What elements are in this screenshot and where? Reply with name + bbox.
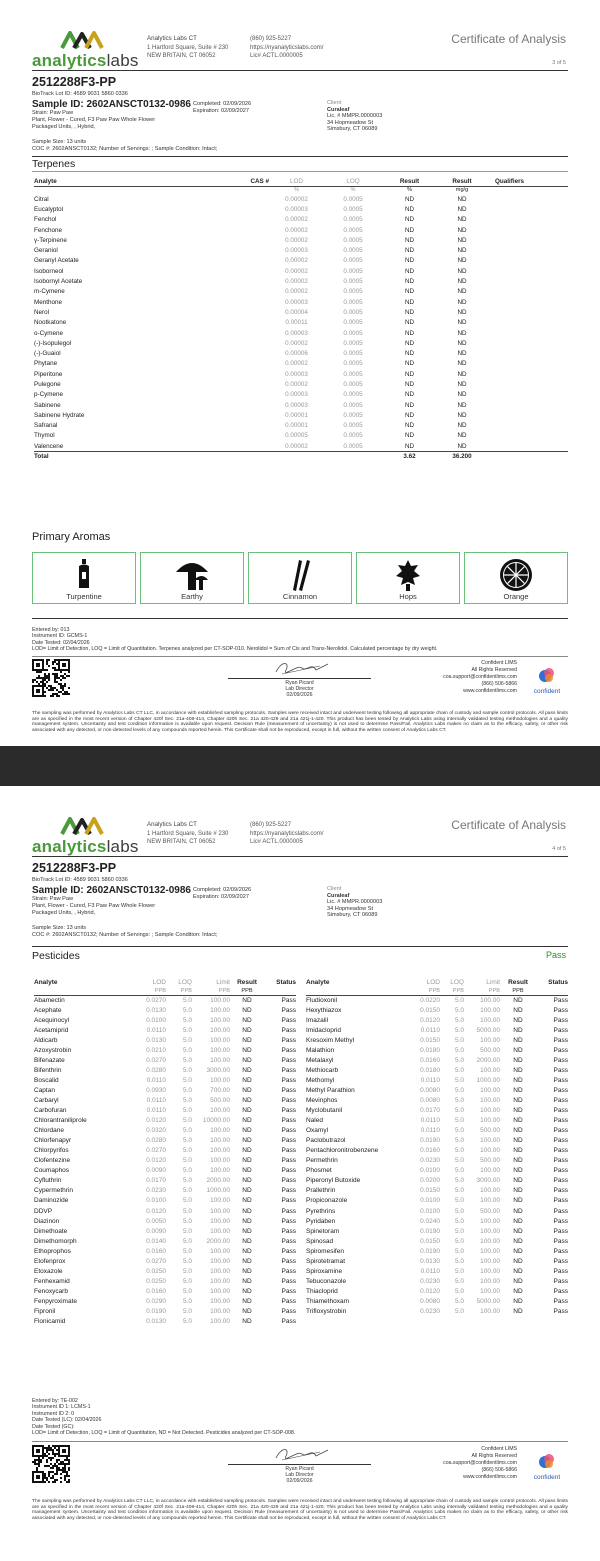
coa-page-pesticides xyxy=(0,786,600,1561)
table-row: Malathion 0.0180 5.0 500.00 ND Pass xyxy=(306,1046,568,1054)
signer-block: Ryan Picard Lab Director 02/09/2026 xyxy=(285,1466,314,1484)
section-title: Pesticides xyxy=(32,950,80,962)
client-info: Client Curaleaf Lic. # MMPR.0000003 34 Hopmeadow St Simsbury, CT 06089 xyxy=(327,100,383,133)
table-header-row: Analyte LOD LOQ Limit Result Status xyxy=(34,979,296,986)
table-row: Oxamyl 0.0110 5.0 500.00 ND Pass xyxy=(306,1127,568,1135)
table-row: Hexythiazox 0.0150 5.0 100.00 ND Pass xyxy=(306,1006,568,1014)
table-row: Fenoxycarb 0.0160 5.0 100.00 ND Pass xyxy=(34,1287,296,1295)
table-row: Thiacloprid 0.0120 5.0 100.00 ND Pass xyxy=(306,1287,568,1295)
pesticides-table-left xyxy=(34,978,296,1327)
table-row: Flonicamid 0.0130 5.0 100.00 ND Pass xyxy=(34,1318,296,1326)
lab-address: Analytics Labs CT 1 Hartford Square, Suite # 230 NEW BRITAIN, CT 06052 xyxy=(147,35,229,59)
logo-text-analytics: analytics xyxy=(32,51,107,70)
section-rule xyxy=(32,156,568,157)
sample-dates: Completed: 02/09/2026 Expiration: 02/09/2027 xyxy=(193,887,252,900)
table-row: o-Cymene 0.00003 0.0005 ND ND xyxy=(34,329,467,337)
lab-contact: (860) 925-5227 https://nyanalyticslabs.com/ Lic# ACTL.0000005 xyxy=(250,36,324,59)
table-row: Imidacloprid 0.0110 5.0 5000.00 ND Pass xyxy=(306,1026,568,1034)
table-row: Dimethoate 0.0090 5.0 100.00 ND Pass xyxy=(34,1227,296,1235)
lab-contact: (860) 925-5227 https://nyanalyticslabs.com/ Lic# ACTL.0000005 xyxy=(250,822,324,845)
table-row: Spiroxamine 0.0110 5.0 100.00 ND Pass xyxy=(306,1267,568,1275)
header-rule xyxy=(32,856,568,857)
table-row: Naled 0.0110 5.0 100.00 ND Pass xyxy=(306,1117,568,1125)
lims-info: Confident LIMS All Rights Reserved coa.support@confidentlims.com (866) 506-5866 www.confidentlims.com xyxy=(443,1446,517,1480)
table-row: γ-Terpinene 0.00002 0.0005 ND ND xyxy=(34,236,467,244)
sample-details: Strain: Paw Paw Plant, Flower - Cured, F3 Paw Paw Whole Flower Packaged Units, , Hybrid, xyxy=(32,896,156,916)
table-row: Kresoxim Methyl 0.0150 5.0 100.00 ND Pass xyxy=(306,1036,568,1044)
table-row: Safranal 0.00001 0.0005 ND ND xyxy=(34,422,467,430)
table-row: Fenhexamid 0.0250 5.0 100.00 ND Pass xyxy=(34,1277,296,1285)
primary-aromas-title: Primary Aromas xyxy=(32,531,111,543)
biotrack-lot: BioTrack Lot ID: 4589 9031 5860 0336 xyxy=(32,91,128,97)
lab-website-link[interactable]: https://nyanalyticslabs.com/ xyxy=(250,44,324,51)
aromas-row xyxy=(32,552,568,604)
lims-web-link[interactable]: www.confidentlims.com xyxy=(463,688,517,694)
analytics-labs-logo xyxy=(32,816,137,857)
table-row: Cypermethrin 0.0230 5.0 1000.00 ND Pass xyxy=(34,1187,296,1195)
table-row: Pulegone 0.00002 0.0005 ND ND xyxy=(34,380,467,388)
aroma-label: Cinnamon xyxy=(282,592,318,601)
lims-email-link[interactable]: coa.support@confidentlims.com xyxy=(443,1460,517,1466)
aroma-card-orange xyxy=(464,552,568,604)
signature-line xyxy=(228,678,371,679)
table-row: Menthone 0.00003 0.0005 ND ND xyxy=(34,298,467,306)
logo-mark-icon xyxy=(60,30,108,50)
table-row: Phosmet 0.0100 5.0 100.00 ND Pass xyxy=(306,1167,568,1175)
table-row: Geraniol 0.00003 0.0005 ND ND xyxy=(34,247,467,255)
table-row: Sabinene 0.00003 0.0005 ND ND xyxy=(34,401,467,409)
table-row: Nootkatone 0.00011 0.0005 ND ND xyxy=(34,319,467,327)
disclaimer-text: The sampling was performed by Analytics Labs CT LLC, in accordance with established sampling protocols. Samples were received intact and underwent testing following all appropriate chain of custody and sample control protocols. All pass limits are as specified in the most recent version of Chapter 420f Sec. 21a-408-414, Chapter 420h Sec. 21a 420-429 and 21a 421j-1-420. This product has been tested by Analytics Labs using internally validated testing methodologies and a quality management system. Uncertainty and test condition information is available upon request. Decision Rule (measurement of uncertainty) is not used to determine Pass/Fail. Analytics Labs makes no claim as to the efficacy, safety, or other risk associated with any detected, or non-detected levels of any compounds reported herein. This Certificate shall not be reproduced, except in full, without the written consent of Analytics Labs CT. xyxy=(32,711,568,733)
table-row: Propiconazole 0.0100 5.0 100.00 ND Pass xyxy=(306,1197,568,1205)
table-row: Acephate 0.0130 5.0 100.00 ND Pass xyxy=(34,1006,296,1014)
lims-web-link[interactable]: www.confidentlims.com xyxy=(463,1474,517,1480)
aroma-card-cinnamon xyxy=(248,552,352,604)
signature-line xyxy=(228,1464,371,1465)
table-row: Methomyl 0.0110 5.0 1000.00 ND Pass xyxy=(306,1076,568,1084)
table-row: Phytane 0.00002 0.0005 ND ND xyxy=(34,360,467,368)
table-row: Metalaxyl 0.0160 5.0 2000.00 ND Pass xyxy=(306,1056,568,1064)
table-row: Fenchone 0.00002 0.0005 ND ND xyxy=(34,226,467,234)
section-subrule xyxy=(32,171,568,172)
document-title: Certificate of Analysis xyxy=(451,818,566,832)
footer-rule xyxy=(32,618,568,619)
logo-text-analytics: analytics xyxy=(32,837,107,856)
aroma-label: Turpentine xyxy=(66,592,102,601)
signature-icon xyxy=(272,658,332,678)
qr-code-icon[interactable] xyxy=(32,1445,70,1483)
table-row: Daminozide 0.0100 5.0 100.00 ND Pass xyxy=(34,1197,296,1205)
table-units-row: PPB PPB PPB PPB xyxy=(306,987,568,995)
logo-mark-icon xyxy=(60,816,108,836)
lab-website-link[interactable]: https://nyanalyticslabs.com/ xyxy=(250,830,324,837)
logo-text-labs: labs xyxy=(106,837,139,856)
table-row: Methyl Parathion 0.0080 5.0 100.00 ND Pass xyxy=(306,1086,568,1094)
sample-details: Strain: Paw Paw Plant, Flower - Cured, F3 Paw Paw Whole Flower Packaged Units, , Hybrid, xyxy=(32,110,156,130)
test-notes: Entered by: 013 Instrument ID: GCMS-1 Date Tested: 02/04/2026 LOD= Limit of Detection, LOQ = Limit of Quantitation. Terpenes analyzed per CT-SOP-010. Nerolidol = Sum of Cis and Trans-Nerolidol. Calculated percentage by dry weight. xyxy=(32,627,438,653)
section-rule xyxy=(32,946,568,947)
table-row: m-Cymene 0.00002 0.0005 ND ND xyxy=(34,288,467,296)
sample-size-info: Sample Size: 13 units COC #: 2602ANSCT0132; Number of Servings: ; Sample Condition: Intact; xyxy=(32,139,218,152)
table-row: Boscalid 0.0110 5.0 100.00 ND Pass xyxy=(34,1076,296,1084)
table-row: Pyrethrins 0.0100 5.0 500.00 ND Pass xyxy=(306,1207,568,1215)
table-row: Isobornyl Acetate 0.00002 0.0005 ND ND xyxy=(34,278,467,286)
coa-page-terpenes xyxy=(0,0,600,746)
mushroom-icon xyxy=(141,558,243,592)
table-row: Mevinphos 0.0080 5.0 100.00 ND Pass xyxy=(306,1096,568,1104)
table-row: Pentachloronitrobenzene 0.0160 5.0 100.00 ND Pass xyxy=(306,1147,568,1155)
sample-dates: Completed: 02/09/2026 Expiration: 02/09/2027 xyxy=(193,101,252,114)
table-row: Eucalyptol 0.00003 0.0005 ND ND xyxy=(34,205,467,213)
table-row: Spinosad 0.0150 5.0 100.00 ND Pass xyxy=(306,1237,568,1245)
table-row: Diazinon 0.0050 5.0 100.00 ND Pass xyxy=(34,1217,296,1225)
table-row: Chlorpyrifos 0.0270 5.0 100.00 ND Pass xyxy=(34,1147,296,1155)
overall-status-badge: Pass xyxy=(545,950,566,960)
analytics-labs-logo xyxy=(32,30,137,71)
table-row: Carbaryl 0.0110 5.0 500.00 ND Pass xyxy=(34,1096,296,1104)
aroma-card-hops xyxy=(356,552,460,604)
table-row: (-)-Guaiol 0.00006 0.0005 ND ND xyxy=(34,350,467,358)
sample-id: Sample ID: 2602ANSCT0132-0986 xyxy=(32,885,191,896)
confident-logo: confident xyxy=(526,1453,568,1481)
table-row: Piperonyl Butoxide 0.0200 5.0 3000.00 ND Pass xyxy=(306,1177,568,1185)
table-row: Coumaphos 0.0090 5.0 100.00 ND Pass xyxy=(34,1167,296,1175)
confident-logo: confident xyxy=(526,667,568,695)
sample-id: Sample ID: 2602ANSCT0132-0986 xyxy=(32,99,191,110)
table-row: Tebuconazole 0.0230 5.0 100.00 ND Pass xyxy=(306,1277,568,1285)
client-info: Client Curaleaf Lic. # MMPR.0000003 34 Hopmeadow St Simsbury, CT 06089 xyxy=(327,886,383,919)
table-row: Isoborneol 0.00002 0.0005 ND ND xyxy=(34,267,467,275)
biotrack-lot: BioTrack Lot ID: 4589 9031 5860 0336 xyxy=(32,877,128,883)
batch-number: 2512288F3-PP xyxy=(32,75,117,89)
table-row: Dimethomorph 0.0140 5.0 2000.00 ND Pass xyxy=(34,1237,296,1245)
table-row: Piperitone 0.00003 0.0005 ND ND xyxy=(34,370,467,378)
table-row: Spirotetramat 0.0130 5.0 100.00 ND Pass xyxy=(306,1257,568,1265)
table-row: Fludioxonil 0.0220 5.0 100.00 ND Pass xyxy=(306,996,568,1004)
footer-subrule xyxy=(32,656,568,657)
table-row: Methiocarb 0.0180 5.0 100.00 ND Pass xyxy=(306,1066,568,1074)
sample-size-info: Sample Size: 13 units COC #: 2602ANSCT0132; Number of Servings: ; Sample Condition: Intact; xyxy=(32,925,218,938)
table-row: Geranyl Acetate 0.00002 0.0005 ND ND xyxy=(34,257,467,265)
batch-number: 2512288F3-PP xyxy=(32,861,117,875)
terpenes-table xyxy=(34,177,568,462)
table-row: Fenpyroximate 0.0290 5.0 100.00 ND Pass xyxy=(34,1297,296,1305)
aroma-label: Orange xyxy=(503,592,529,601)
lims-info: Confident LIMS All Rights Reserved coa.support@confidentlims.com (866) 506-5866 www.confidentlims.com xyxy=(443,660,517,694)
pesticides-table-right xyxy=(306,978,568,1317)
table-row: Citral 0.00002 0.0005 ND ND xyxy=(34,195,467,203)
logo-text-labs: labs xyxy=(106,51,139,70)
table-row: Ethoprophos 0.0160 5.0 100.00 ND Pass xyxy=(34,1247,296,1255)
table-row: Chlorantraniliprole 0.0120 5.0 10000.00 ND Pass xyxy=(34,1117,296,1125)
table-units-row: PPB PPB PPB PPB xyxy=(34,987,296,995)
section-title: Terpenes xyxy=(32,158,76,170)
table-row: Fipronil 0.0190 5.0 100.00 ND Pass xyxy=(34,1307,296,1315)
table-row: Clofentezine 0.0120 5.0 100.00 ND Pass xyxy=(34,1157,296,1165)
aroma-card-earthy xyxy=(140,552,244,604)
table-row: Abamectin 0.0270 5.0 100.00 ND Pass xyxy=(34,996,296,1004)
table-row: Thiamethoxam 0.0080 5.0 5000.00 ND Pass xyxy=(306,1297,568,1305)
signature-icon xyxy=(272,1444,332,1464)
table-row: Chlorfenapyr 0.0280 5.0 100.00 ND Pass xyxy=(34,1137,296,1145)
table-row: Captan 0.0930 5.0 700.00 ND Pass xyxy=(34,1086,296,1094)
table-row: Fenchol 0.00002 0.0005 ND ND xyxy=(34,216,467,224)
lims-email-link[interactable]: coa.support@confidentlims.com xyxy=(443,674,517,680)
table-header-row: Analyte LOD LOQ Limit Result Status xyxy=(306,979,568,986)
table-row: Paclobutrazol 0.0190 5.0 100.00 ND Pass xyxy=(306,1137,568,1145)
disclaimer-text: The sampling was performed by Analytics Labs CT LLC, in accordance with established sampling protocols. Samples were received intact and underwent testing following all appropriate chain of custody and sample control protocols. All pass limits are as specified in the most recent version of Chapter 420f Sec. 21a-408-414, Chapter 420h Sec. 21a 420-429 and 21a 421j-1-420. This product has been tested by Analytics Labs using internally validated testing methodologies and a quality management system. Uncertainty and test condition information is available upon request. Decision Rule (measurement of uncertainty) is not used to determine Pass/Fail. Analytics Labs makes no claim as to the efficacy, safety, or other risk associated with any detected, or non-detected levels of any compounds reported herein. This Certificate shall not be reproduced, except in full, without the written consent of Analytics Labs CT. xyxy=(32,1499,568,1521)
table-row: Cyfluthrin 0.0170 5.0 2000.00 ND Pass xyxy=(34,1177,296,1185)
page-number: 4 of 5 xyxy=(552,846,566,852)
header-rule xyxy=(32,70,568,71)
table-row: Myclobutanil 0.0170 5.0 100.00 ND Pass xyxy=(306,1107,568,1115)
page-separator xyxy=(0,746,600,786)
table-row: Spinetoram 0.0190 5.0 100.00 ND Pass xyxy=(306,1227,568,1235)
table-row: DDVP 0.0120 5.0 100.00 ND Pass xyxy=(34,1207,296,1215)
table-row: Bifenthrin 0.0280 5.0 3000.00 ND Pass xyxy=(34,1066,296,1074)
table-row: Etofenprox 0.0270 5.0 100.00 ND Pass xyxy=(34,1257,296,1265)
footer-subrule xyxy=(32,1441,568,1442)
table-row: Spiromesifen 0.0190 5.0 100.00 ND Pass xyxy=(306,1247,568,1255)
table-row: Imazalil 0.0120 5.0 100.00 ND Pass xyxy=(306,1016,568,1024)
table-row: Permethrin 0.0230 5.0 500.00 ND Pass xyxy=(306,1157,568,1165)
test-notes: Entered by: TE-002 Instrument ID 1: LCMS-1 Instrument ID 2: 0 Date Tested (LC): 02/04/2026 Date Tested (GC): LOD= Limit of Detection, LOQ = Limit of Quantitation, ND = Not Detected. Pesticides analyzed per CT-SOP-008. xyxy=(32,1398,296,1437)
table-row: Aldicarb 0.0130 5.0 100.00 ND Pass xyxy=(34,1036,296,1044)
table-row: Acetamiprid 0.0110 5.0 100.00 ND Pass xyxy=(34,1026,296,1034)
table-row: Valencene 0.00002 0.0005 ND ND xyxy=(34,442,467,450)
table-row: Bifenazate 0.0270 5.0 100.00 ND Pass xyxy=(34,1056,296,1064)
turpentine-bottle-icon xyxy=(33,558,135,590)
table-header-row: Analyte CAS # LOD LOQ Result Result Qualifiers xyxy=(34,177,568,186)
table-row: p-Cymene 0.00003 0.0005 ND ND xyxy=(34,391,467,399)
table-row: Prallethrin 0.0150 5.0 100.00 ND Pass xyxy=(306,1187,568,1195)
table-row: Etoxazole 0.0250 5.0 100.00 ND Pass xyxy=(34,1267,296,1275)
table-row: Trifloxystrobin 0.0230 5.0 100.00 ND Pass xyxy=(306,1307,568,1315)
aroma-card-turpentine xyxy=(32,552,136,604)
cinnamon-stick-icon xyxy=(249,558,351,592)
lab-address: Analytics Labs CT 1 Hartford Square, Suite # 230 NEW BRITAIN, CT 06052 xyxy=(147,821,229,845)
confident-logo-icon xyxy=(537,667,557,683)
table-row: Pyridaben 0.0240 5.0 100.00 ND Pass xyxy=(306,1217,568,1225)
aroma-label: Earthy xyxy=(181,592,203,601)
table-row: Sabinene Hydrate 0.00001 0.0005 ND ND xyxy=(34,411,467,419)
table-row: (-)-Isopulegol 0.00002 0.0005 ND ND xyxy=(34,339,467,347)
table-total-row: Total 3.62 36.200 xyxy=(34,451,568,461)
table-row: Azoxystrobin 0.0210 5.0 100.00 ND Pass xyxy=(34,1046,296,1054)
table-row: Chlordane 0.0320 5.0 100.00 ND Pass xyxy=(34,1127,296,1135)
table-row: Nerol 0.00004 0.0005 ND ND xyxy=(34,308,467,316)
table-row: Acequinocyl 0.0100 5.0 100.00 ND Pass xyxy=(34,1016,296,1024)
page-number: 3 of 5 xyxy=(552,60,566,66)
confident-logo-icon xyxy=(537,1453,557,1469)
table-row: Carbofuran 0.0110 5.0 100.00 ND Pass xyxy=(34,1107,296,1115)
table-row: Thymol 0.00005 0.0005 ND ND xyxy=(34,432,467,440)
table-units-row: % % % mg/g xyxy=(294,187,469,194)
document-title: Certificate of Analysis xyxy=(451,32,566,46)
qr-code-icon[interactable] xyxy=(32,659,70,697)
signer-block: Ryan Picard Lab Director 02/09/2026 xyxy=(285,680,314,698)
orange-slice-icon xyxy=(465,558,567,592)
aroma-label: Hops xyxy=(399,592,417,601)
hops-icon xyxy=(357,558,459,592)
